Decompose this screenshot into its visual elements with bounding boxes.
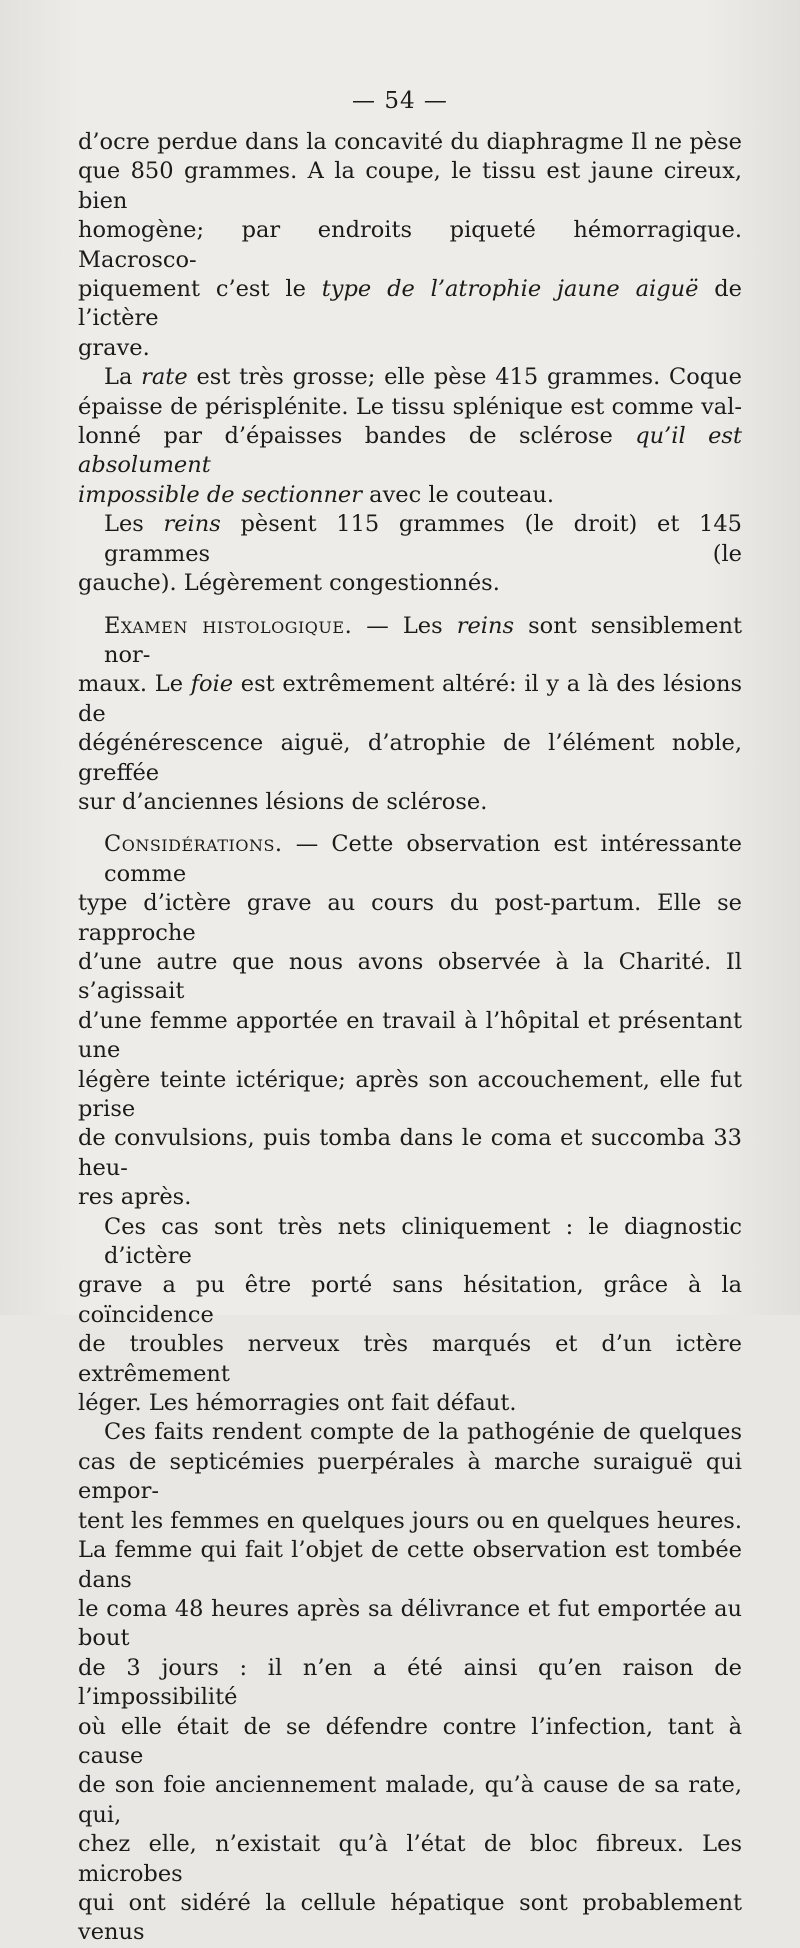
- text-line: [78, 830, 742, 889]
- text-line: [78, 729, 742, 788]
- text-run: est très grosse; elle pèse 415 grammes. Coque: [187, 364, 742, 391]
- text-run: que 850 grammes. A la coupe, le tissu est jaune cireux, bien: [78, 158, 742, 214]
- text-line: [78, 1183, 742, 1212]
- text-run: La: [104, 364, 142, 391]
- text-line: [78, 1595, 742, 1654]
- text-run: tent les femmes en quelques jours ou en quelques heures.: [78, 1507, 742, 1534]
- text-line: [78, 422, 742, 481]
- text-line: [78, 1124, 742, 1183]
- text-run: dégénérescence aiguë, d’atrophie de l’élément noble, greffée: [78, 730, 742, 786]
- text-line: [78, 1213, 742, 1272]
- italic-run: type de l’atrophie jaune aiguë: [321, 276, 699, 303]
- text-line: [78, 1713, 742, 1772]
- text-run: légère teinte ictérique; après son accouchement, elle fut prise: [78, 1066, 742, 1122]
- text-line: [78, 1830, 742, 1889]
- text-run: où elle était de se défendre contre l’infection, tant à cause: [78, 1713, 742, 1769]
- text-run: type d’ictère grave au cours du post-partum. Elle se rapproche: [78, 890, 742, 946]
- text-line: [78, 1654, 742, 1713]
- italic-run: reins: [456, 612, 515, 639]
- body-text: [78, 128, 742, 1948]
- page-number: — 54 —: [352, 88, 448, 114]
- text-line: [78, 1007, 742, 1066]
- italic-run: rate: [141, 364, 188, 391]
- text-line: [78, 157, 742, 216]
- text-run: maux. Le: [78, 671, 191, 698]
- text-line: [78, 788, 742, 817]
- text-line: [78, 1448, 742, 1507]
- text-line: [78, 363, 742, 392]
- text-run: gauche). Légèrement congestionnés.: [78, 570, 500, 597]
- text-run: — Cette observation est intéressante comme: [104, 831, 742, 887]
- text-run: le coma 48 heures après sa délivrance et fut emportée au bout: [78, 1595, 742, 1652]
- text-line: [78, 889, 742, 948]
- text-run: d’une autre que nous avons observée à la Charité. Il s’agissait: [78, 948, 742, 1005]
- text-run: Les: [104, 511, 164, 538]
- text-line: [78, 275, 742, 334]
- text-run: avec le couteau.: [362, 481, 555, 508]
- text-line: [78, 216, 742, 275]
- text-run: homogène; par endroits piqueté hémorragique. Macrosco-: [78, 217, 742, 273]
- text-line: [78, 569, 742, 598]
- text-run: est extrêmement altéré: il y a là des lésions de: [78, 671, 742, 727]
- section-heading: Examen histologique.: [104, 612, 353, 639]
- text-line: [78, 334, 742, 363]
- text-run: piquement c’est le: [78, 276, 322, 303]
- text-run: de troubles nerveux très marqués et d’un ictère extrêmement: [78, 1331, 742, 1387]
- text-line: [78, 393, 742, 422]
- text-line: [78, 510, 742, 569]
- text-run: d’une femme apportée en travail à l’hôpital et présentant une: [78, 1007, 742, 1064]
- text-line: [78, 1889, 742, 1948]
- italic-run: reins: [163, 511, 221, 538]
- text-line: [78, 1536, 742, 1595]
- text-line: [78, 1066, 742, 1125]
- text-line: [78, 1330, 742, 1389]
- text-run: grave.: [78, 334, 150, 361]
- text-run: lonné par d’épaisses bandes de sclérose: [78, 423, 636, 450]
- text-run: épaisse de périsplénite. Le tissu splénique est comme val-: [78, 393, 742, 420]
- text-run: — Les: [352, 612, 457, 639]
- text-run: La femme qui fait l’objet de cette observation est tombée dans: [78, 1537, 742, 1593]
- section-heading: Considérations.: [104, 831, 283, 858]
- text-line: [78, 612, 742, 671]
- text-run: léger. Les hémorragies ont fait défaut.: [78, 1390, 517, 1417]
- text-run: de l’ictère: [78, 276, 742, 332]
- text-line: [78, 481, 742, 510]
- text-line: [78, 1389, 742, 1418]
- text-run: qui ont sidéré la cellule hépatique sont probablement venus: [78, 1889, 742, 1946]
- italic-run: impossible de sectionner: [78, 481, 363, 508]
- text-run: Ces cas sont très nets cliniquement : le diagnostic d’ictère: [104, 1213, 742, 1270]
- text-run: d’ocre perdue dans la concavité du diaphragme Il ne pèse: [78, 129, 742, 155]
- text-line: [78, 948, 742, 1007]
- text-line: [78, 1771, 742, 1830]
- text-line: [78, 1271, 742, 1330]
- italic-run: qu’il est absolument: [78, 423, 743, 479]
- text-run: pèsent 115 grammes (le droit) et 145 grammes (le: [104, 511, 742, 567]
- text-line: [78, 670, 742, 729]
- text-run: grave a pu être porté sans hésitation, grâce à la coïncidence: [78, 1272, 742, 1328]
- text-run: sur d’anciennes lésions de sclérose.: [78, 788, 488, 815]
- text-run: sont sensiblement nor-: [104, 612, 742, 668]
- text-line: [78, 128, 742, 157]
- text-line: [78, 1507, 742, 1536]
- text-run: res après.: [78, 1184, 192, 1211]
- text-run: chez elle, n’existait qu’à l’état de bloc fibreux. Les microbes: [78, 1831, 742, 1887]
- text-run: de son foie anciennement malade, qu’à cause de sa rate, qui,: [78, 1772, 742, 1828]
- text-line: [78, 1418, 742, 1447]
- text-run: cas de septicémies puerpérales à marche suraiguë qui empor-: [78, 1448, 742, 1505]
- italic-run: foie: [190, 671, 234, 698]
- text-run: de convulsions, puis tomba dans le coma et succomba 33 heu-: [78, 1125, 742, 1181]
- text-run: Ces faits rendent compte de la pathogénie de quelques: [104, 1419, 742, 1446]
- text-run: de 3 jours : il n’en a été ainsi qu’en raison de l’impossibilité: [78, 1654, 742, 1711]
